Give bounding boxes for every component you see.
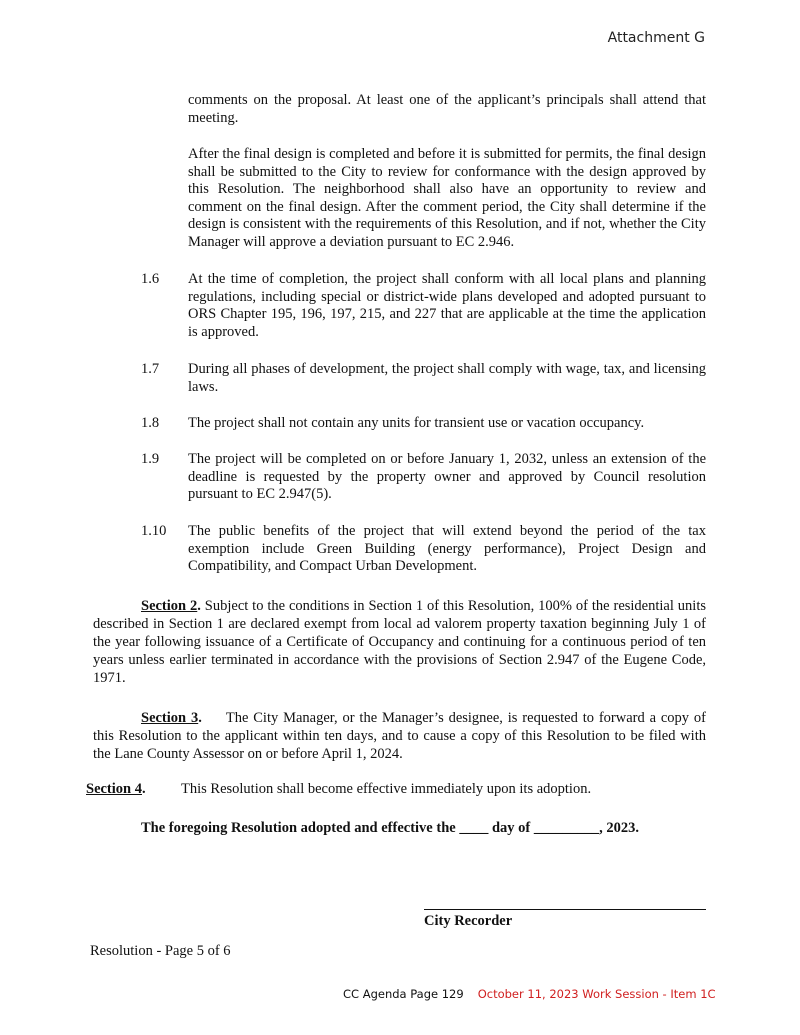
section-2-label: Section 2 [141, 598, 198, 614]
page-label: Resolution - Page 5 of 6 [90, 943, 231, 959]
item-text: At the time of completion, the project shall conform with all local plans and planning regulations, including special or district-wide plans developed and adopted pursuant to ORS Chapter 195, 196, 197, 215, and 227 that are applicable at the time the application is approved. [188, 271, 706, 340]
item-text: The project will be completed on or before January 1, 2032, unless an extension of the deadline is requested by the property owner and approved by Council resolution pursuant to EC 2.947(5). [188, 451, 706, 502]
item-number: 1.9 [141, 451, 160, 467]
item-number: 1.6 [141, 271, 160, 287]
section-3-label: Section 3 [141, 710, 199, 726]
section-4: Section 4. This Resolution shall become effective immediately upon its adoption. [86, 781, 592, 797]
item-text: The project shall not contain any units for transient use or vacation occupancy. [188, 415, 645, 431]
section-3-text: The City Manager, or the Manager’s designee, is requested to forward a copy of this Resolution to the applicant within ten days, and to cause a copy of this Resolution to be filed with the Lane County Assessor on or before April 1, 2024. [93, 710, 706, 762]
paragraph-final-design: After the final design is completed and before it is submitted for permits, the final design shall be submitted to the City to review for conformance with the design approved by this Resolution. The neighborhood shall also have an opportunity to review and comment on the final design. After the comment period, the City shall determine if the design is consistent with the requirements of this Resolution, and if not, whether the City Manager will approve a deviation pursuant to EC 2.946. [188, 146, 706, 250]
session-label: October 11, 2023 Work Session - Item 1C [477, 987, 716, 1001]
section-4-label: Section 4 [86, 781, 142, 797]
item-text: During all phases of development, the project shall comply with wage, tax, and licensing laws. [188, 361, 706, 395]
section-2: Section 2. Subject to the conditions in Section 1 of this Resolution, 100% of the residential units described in Section 1 are declared exempt from local ad valorem property taxation beginning July 1 of the year following issuance of a Certificate of Occupancy and continuing for a continuous period of ten years unless earlier terminated in accordance with the provisions of Section 2.947 of the Eugene Code, 1971. [93, 598, 706, 686]
footer [343, 987, 716, 1001]
signature-title: City Recorder [424, 913, 513, 929]
item-number: 1.10 [141, 523, 167, 539]
item-number: 1.7 [141, 361, 160, 377]
signature-line [424, 909, 706, 910]
agenda-page: CC Agenda Page 129 [343, 987, 464, 1001]
section-2-text: Subject to the conditions in Section 1 of this Resolution, 100% of the residential units described in Section 1 are declared exempt from local ad valorem property taxation beginning July 1 of the year following issuance of a Certificate of Occupancy and continuing for a continuous period of ten years unless earlier terminated in accordance with the provisions of Section 2.947 of the Eugene Code, 1971. [93, 598, 706, 686]
section-3: Section 3. The City Manager, or the Manager’s designee, is requested to forward a copy of this Resolution to the applicant within ten days, and to cause a copy of this Resolution to be filed with the Lane County Assessor on or before April 1, 2024. [93, 710, 706, 762]
attachment-label: Attachment G [607, 30, 705, 46]
section-4-text: This Resolution shall become effective immediately upon its adoption. [181, 781, 592, 797]
item-text: The public benefits of the project that will extend beyond the period of the tax exemption include Green Building (energy performance), Project Design and Compatibility, and Compact Urban Development. [188, 523, 706, 574]
paragraph-continuation: comments on the proposal. At least one of the applicant’s principals shall attend that meeting. [188, 92, 706, 126]
item-number: 1.8 [141, 415, 160, 431]
adoption-statement: The foregoing Resolution adopted and effective the ____ day of _________, 2023. [141, 820, 639, 836]
